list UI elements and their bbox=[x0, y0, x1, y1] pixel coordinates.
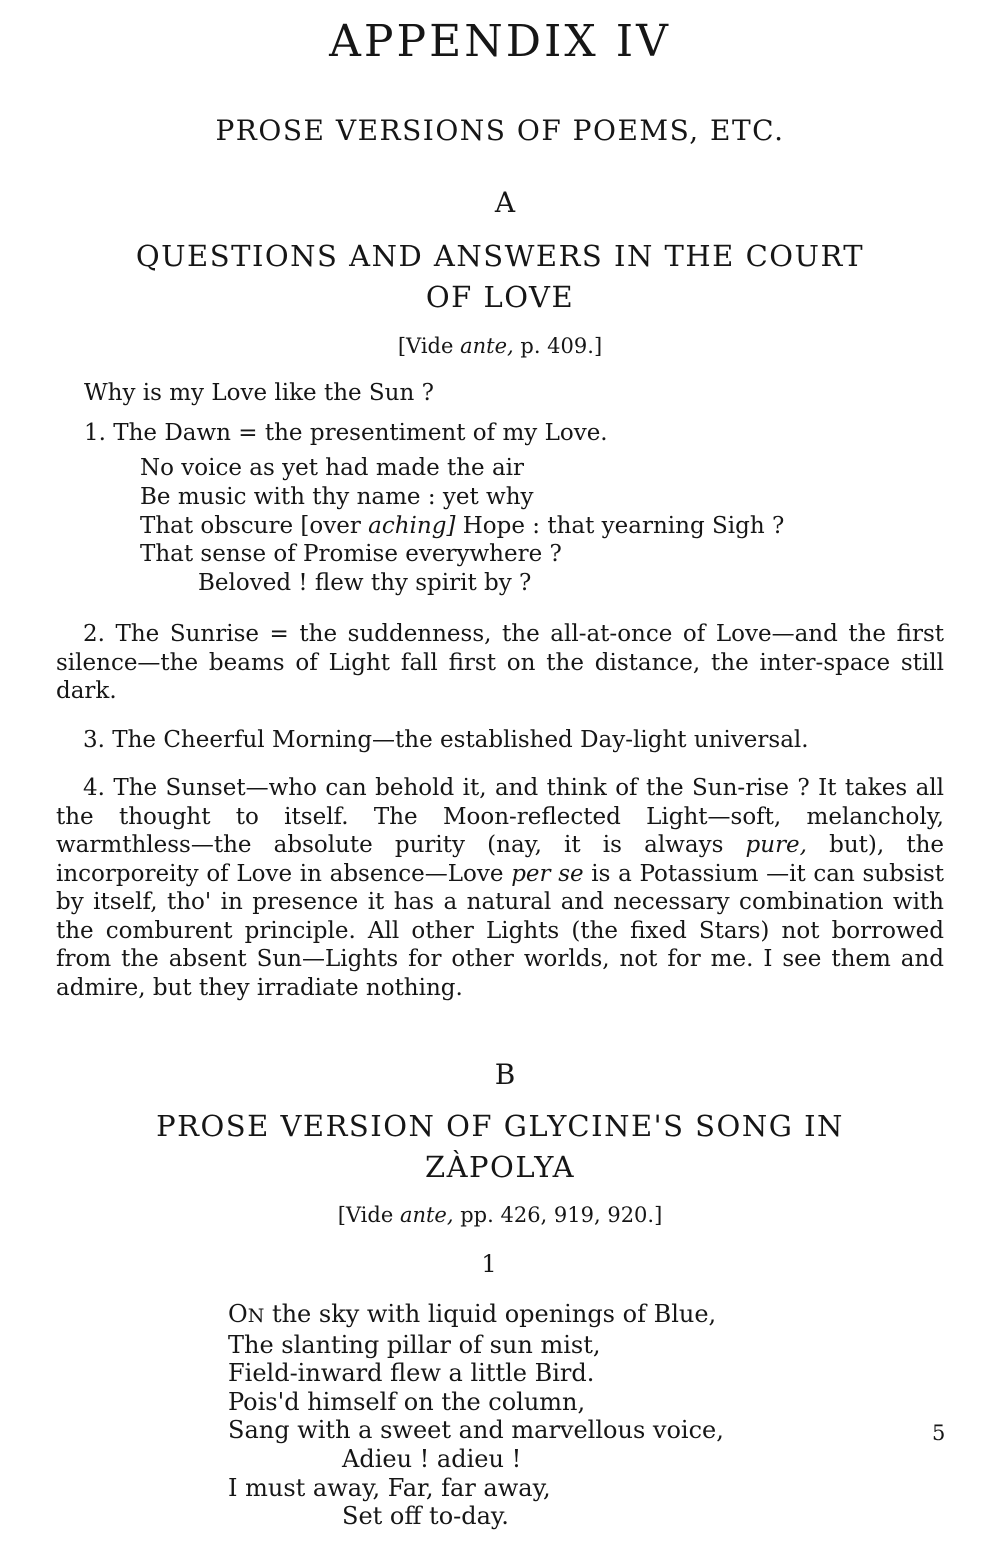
poem-line-5: Beloved ! flew thy spirit by ? bbox=[198, 570, 532, 596]
item-3 bbox=[56, 726, 944, 755]
section-b-title-line2: ZÀPOLYA bbox=[424, 1150, 576, 1184]
section-b-title-line1: PROSE VERSION OF GLYCINE'S SONG IN bbox=[156, 1109, 844, 1143]
poem-line-3-start: That obscure [over bbox=[140, 513, 361, 539]
poem-line-1: No voice as yet had made the air bbox=[140, 455, 525, 481]
poem-line-4: That sense of Promise everywhere ? bbox=[140, 541, 562, 567]
section-a-title-line2: OF LOVE bbox=[425, 280, 575, 314]
section-b-letter: B bbox=[494, 1058, 516, 1091]
verse-initial-big: O bbox=[228, 1300, 248, 1328]
verse-line-7: I must away, Far, far away, bbox=[228, 1473, 551, 1502]
page-subtitle: PROSE VERSIONS OF POEMS, ETC. bbox=[215, 114, 785, 147]
item-4-text bbox=[56, 774, 944, 1002]
item-2-text: 2. The Sunrise = the suddenness, the all-at-once of Love—and the first silence—the beams of Light fall first on the distance, the inter-space still dark. bbox=[56, 621, 944, 704]
section-a-title bbox=[100, 236, 900, 318]
item-4-part1: 4. The Sunset—who can behold it, and think of the Sun-rise ? It takes all the thought to itself. The Moon-reflected Light—soft, melancholy, warmthless—the absolute purity (nay, it is always bbox=[56, 775, 944, 858]
poem-line-3-italic: aching] bbox=[368, 513, 456, 539]
reference-prefix: [Vide bbox=[337, 1203, 394, 1227]
reference-pages: p. 409.] bbox=[520, 334, 603, 358]
poem-line-3 bbox=[140, 513, 784, 539]
poem-line-2: Be music with thy name : yet why bbox=[140, 484, 534, 510]
section-a-letter: A bbox=[494, 186, 516, 219]
verse-initial-small: N bbox=[247, 1305, 265, 1327]
section-b-reference bbox=[0, 1203, 1000, 1227]
stanza-number: 1 bbox=[481, 1250, 497, 1278]
reference-pages: pp. 426, 919, 920.] bbox=[460, 1203, 663, 1227]
item-1: 1. The Dawn = the presentiment of my Love. bbox=[84, 420, 608, 446]
verse-line-4: Pois'd himself on the column, bbox=[228, 1387, 586, 1416]
section-a-title-line1: QUESTIONS AND ANSWERS IN THE COURT bbox=[135, 239, 865, 273]
item-3-text: 3. The Cheerful Morning—the established Day-light universal. bbox=[83, 727, 809, 753]
glycine-song bbox=[228, 1300, 724, 1531]
verse-line-1-rest: the sky with liquid openings of Blue, bbox=[264, 1300, 717, 1328]
item-4-italic1: pure, bbox=[745, 832, 807, 858]
item-4-part3: is a Potassium —it can subsist by itself, tho' in presence it has a natural and necessary combination with the comburent principle. All other Lights (the fixed Stars) not borrowed from the absent Sun—Lights for other worlds, not for me. I see them and admire, but they irradiate nothing. bbox=[56, 860, 945, 1001]
verse-line-3: Field-inward flew a little Bird. bbox=[228, 1359, 595, 1388]
verse-line-5: Sang with a sweet and marvellous voice, bbox=[228, 1416, 724, 1445]
reference-italic: ante, bbox=[460, 334, 514, 358]
item-4-part2: but), the incorporeity of Love in absence—Love bbox=[56, 832, 945, 887]
reference-italic: ante, bbox=[399, 1203, 454, 1227]
verse-line-6: Adieu ! adieu ! bbox=[342, 1444, 522, 1473]
appendix-title: APPENDIX IV bbox=[329, 16, 671, 67]
item-2 bbox=[56, 620, 944, 706]
section-a-reference bbox=[0, 334, 1000, 358]
verse-line-1 bbox=[228, 1300, 724, 1331]
verse-line-2: The slanting pillar of sun mist, bbox=[228, 1330, 601, 1359]
item-4-italic2: per se bbox=[511, 860, 584, 887]
poem-line-3-end: Hope : that yearning Sigh ? bbox=[462, 513, 785, 539]
question-line: Why is my Love like the Sun ? bbox=[84, 380, 434, 406]
verse-line-8: Set off to-day. bbox=[342, 1502, 509, 1531]
item-4 bbox=[56, 774, 944, 1002]
line-number-marker: 5 bbox=[932, 1421, 946, 1445]
reference-prefix: [Vide bbox=[397, 334, 454, 358]
section-b-title bbox=[100, 1106, 900, 1188]
